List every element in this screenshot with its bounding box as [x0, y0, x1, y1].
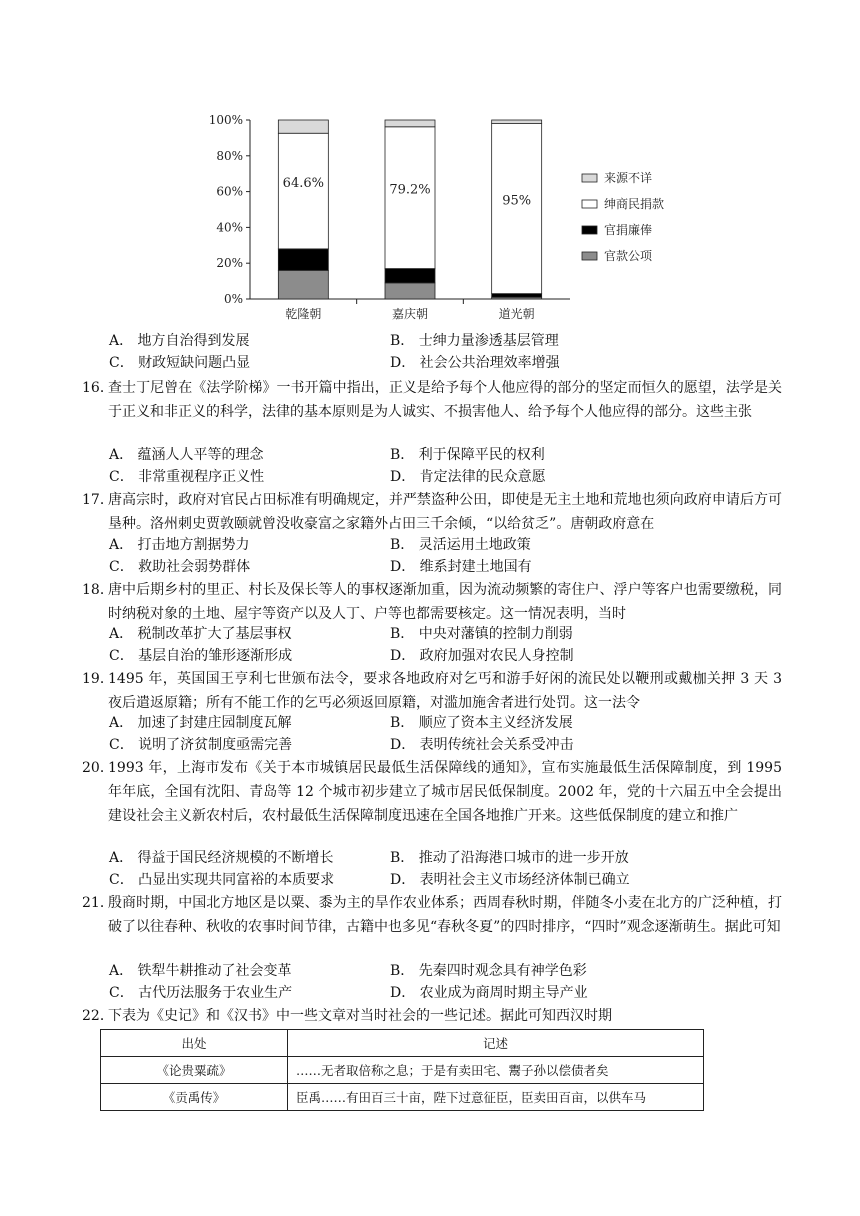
question-number: 21．	[82, 895, 114, 911]
table-row	[101, 1057, 704, 1084]
question-stem: 下表为《史记》和《汉书》中一些文章对当时社会的一些记述。据此可知西汉时期	[108, 1008, 612, 1024]
q21-option-d[interactable]: D． 农业成为商周时期主导产业	[390, 985, 588, 1001]
legend-label: 官捐廉俸	[604, 223, 653, 237]
x-category-label: 乾隆朝	[285, 307, 322, 321]
question-number: 22．	[82, 1008, 114, 1024]
q16-option-d[interactable]: D． 肯定法律的民众意愿	[390, 469, 546, 485]
q19-options-row-1	[109, 712, 809, 734]
q19-option-d[interactable]: D． 表明传统社会关系受冲击	[390, 737, 574, 753]
x-category-label: 道光朝	[498, 307, 535, 321]
q16-options-row-1	[109, 444, 809, 466]
question-stem: 1495 年，英国国王亨利七世颁布法令，要求各地政府对乞丐和游手好闲的流民处以鞭刑或戴枷关押 3 天 3 夜后遣返原籍；所有不能工作的乞丐必须返回原籍，对滥加施舍者进行处罚。这一法令	[108, 671, 782, 711]
bar-value-label: 95%	[502, 193, 532, 209]
bar-segment	[278, 120, 328, 133]
x-category-label: 嘉庆朝	[391, 307, 429, 321]
question-stem: 1993 年，上海市发布《关于本市城镇居民最低生活保障线的通知》，宣布实施最低生活保障制度，到 1995 年年底，全国有沈阳、青岛等 12 个城市初步建立了城市居民低保制度。2002 年，党的十六届五中全会提出建设社会主义新农村后，农村最低生活保障制度迅速在全国各地推广开来。这些低保制度的建立和推广	[108, 760, 782, 824]
table-row	[101, 1084, 704, 1111]
question-20	[82, 756, 782, 828]
bar-segment	[492, 120, 542, 124]
legend-label: 官款公项	[604, 249, 653, 263]
q19-option-c[interactable]: C． 说明了济贫制度亟需完善	[109, 737, 293, 753]
q18-option-a[interactable]: A． 税制改革扩大了基层事权	[109, 626, 292, 642]
chart-bars	[278, 120, 541, 299]
q19-option-a[interactable]: A． 加速了封建庄园制度瓦解	[109, 715, 292, 731]
q17-option-b[interactable]: B． 灵活运用土地政策	[390, 537, 531, 553]
question-stem: 殷商时期，中国北方地区是以粟、黍为主的旱作农业体系；西周春秋时期，伴随冬小麦在北方的广泛种植，打破了以往春种、秋收的农事时间节律，古籍中也多见“春秋冬夏”的四时排序，“四时”观念逐渐萌生。据此可知	[108, 895, 782, 935]
q15-option-d[interactable]: D． 社会公共治理效率增强	[390, 355, 560, 371]
q19-option-b[interactable]: B． 顺应了资本主义经济发展	[390, 715, 573, 731]
q18-option-b[interactable]: B． 中央对藩镇的控制力削弱	[390, 626, 573, 642]
table-cell-record: 臣禹……有田百三十亩，陛下过意征臣，臣卖田百亩，以供车马	[288, 1084, 704, 1111]
question-stem: 唐高宗时，政府对官民占田标准有明确规定，并严禁盗种公田，即使是无主土地和荒地也须向政府申请后方可垦种。洛州刺史贾敦颐就曾没收豪富之家籍外占田三千余倾，“以给贫乏”。唐朝政府意在	[108, 492, 782, 532]
bar-segment	[385, 283, 435, 299]
question-number: 17．	[82, 492, 114, 508]
question-stem: 查士丁尼曾在《法学阶梯》一书开篇中指出，正义是给予每个人他应得的部分的坚定而恒久的愿望，法学是关于正义和非正义的科学，法律的基本原则是为人诚实、不损害他人、给予每个人他应得的部分。这些主张	[108, 380, 782, 420]
question-21	[82, 891, 782, 939]
bar-segment	[385, 120, 435, 127]
legend-swatch	[582, 226, 597, 234]
question-stem: 唐中后期乡村的里正、村长及保长等人的事权逐渐加重，因为流动频繁的寄住户、浮户等客户也需要缴税，同时纳税对象的土地、屋宇等资产以及人丁、户等也都需要核定。这一情况表明，当时	[108, 582, 782, 622]
legend-swatch	[582, 174, 597, 182]
y-tick-label: 20%	[216, 256, 243, 271]
q17-options-row-2	[109, 556, 809, 578]
question-17	[82, 488, 782, 536]
q15-options-row-1	[109, 330, 809, 352]
q16-options-row-2	[109, 466, 809, 488]
q20-option-b[interactable]: B． 推动了沿海港口城市的进一步开放	[390, 850, 629, 866]
q18-option-c[interactable]: C． 基层自治的雏形逐渐形成	[109, 648, 293, 664]
table-header-cell: 记述	[288, 1030, 704, 1057]
question-number: 20．	[82, 760, 114, 776]
q16-option-c[interactable]: C． 非常重视程序正义性	[109, 469, 265, 485]
table-cell-record: ……无者取倍称之息；于是有卖田宅、鬻子孙以偿债者矣	[288, 1057, 704, 1084]
q21-options-row-1	[109, 960, 809, 982]
y-tick-label: 40%	[216, 220, 243, 235]
question-22	[82, 1004, 782, 1028]
q21-option-b[interactable]: B． 先秦四时观念具有神学色彩	[390, 963, 587, 979]
table-header-row	[101, 1030, 704, 1057]
question-number: 18．	[82, 582, 114, 598]
q15-option-a[interactable]: A． 地方自治得到发展	[109, 333, 250, 349]
q17-option-d[interactable]: D． 维系封建土地国有	[390, 559, 532, 575]
q18-options-row-1	[109, 623, 809, 645]
funding-source-stacked-bar-chart	[200, 108, 670, 330]
y-tick-label: 80%	[216, 148, 243, 163]
table-cell-source: 《贡禹传》	[101, 1084, 288, 1111]
bar-segment	[278, 270, 328, 299]
q15-option-b[interactable]: B． 士绅力量渗透基层管理	[390, 333, 559, 349]
q21-option-c[interactable]: C． 古代历法服务于农业生产	[109, 985, 293, 1001]
q18-options-row-2	[109, 645, 809, 667]
q20-options-row-2	[109, 869, 809, 891]
q20-option-c[interactable]: C． 凸显出实现共同富裕的本质要求	[109, 872, 335, 888]
bar-segment	[492, 294, 542, 298]
source-table	[100, 1029, 704, 1111]
q17-options-row-1	[109, 534, 809, 556]
legend-label: 绅商民捐款	[604, 197, 665, 211]
question-number: 19．	[82, 671, 114, 687]
bar-segment	[278, 249, 328, 270]
q18-option-d[interactable]: D． 政府加强对农民人身控制	[390, 648, 574, 664]
bar-value-label: 64.6%	[282, 176, 324, 192]
y-tick-label: 60%	[216, 184, 243, 199]
y-tick-label: 100%	[208, 113, 243, 127]
bar-value-label: 79.2%	[389, 182, 431, 198]
question-18	[82, 578, 782, 626]
question-number: 16．	[82, 380, 114, 396]
chart-legend	[582, 170, 664, 263]
legend-swatch	[582, 200, 597, 208]
q20-options-row-1	[109, 847, 809, 869]
legend-swatch	[582, 252, 597, 260]
q16-option-b[interactable]: B． 利于保障平民的权利	[390, 447, 545, 463]
q15-options-row-2	[109, 352, 809, 374]
q15-option-c[interactable]: C． 财政短缺问题凸显	[109, 355, 251, 371]
q19-options-row-2	[109, 734, 809, 756]
bar-segment	[385, 269, 435, 283]
y-tick-label: 0%	[223, 292, 243, 306]
q16-option-a[interactable]: A． 蕴涵人人平等的理念	[109, 447, 264, 463]
q20-option-d[interactable]: D． 表明社会主义市场经济体制已确立	[390, 872, 630, 888]
legend-label: 来源不详	[604, 171, 653, 185]
q17-option-a[interactable]: A． 打击地方割据势力	[109, 537, 250, 553]
q20-option-a[interactable]: A． 得益于国民经济规模的不断增长	[109, 850, 334, 866]
question-19	[82, 667, 782, 715]
q17-option-c[interactable]: C． 救助社会弱势群体	[109, 559, 251, 575]
q21-option-a[interactable]: A． 铁犁牛耕推动了社会变革	[109, 963, 292, 979]
table-cell-source: 《论贵粟疏》	[101, 1057, 288, 1084]
table-header-cell: 出处	[101, 1030, 288, 1057]
question-16	[82, 376, 782, 424]
q21-options-row-2	[109, 982, 809, 1004]
